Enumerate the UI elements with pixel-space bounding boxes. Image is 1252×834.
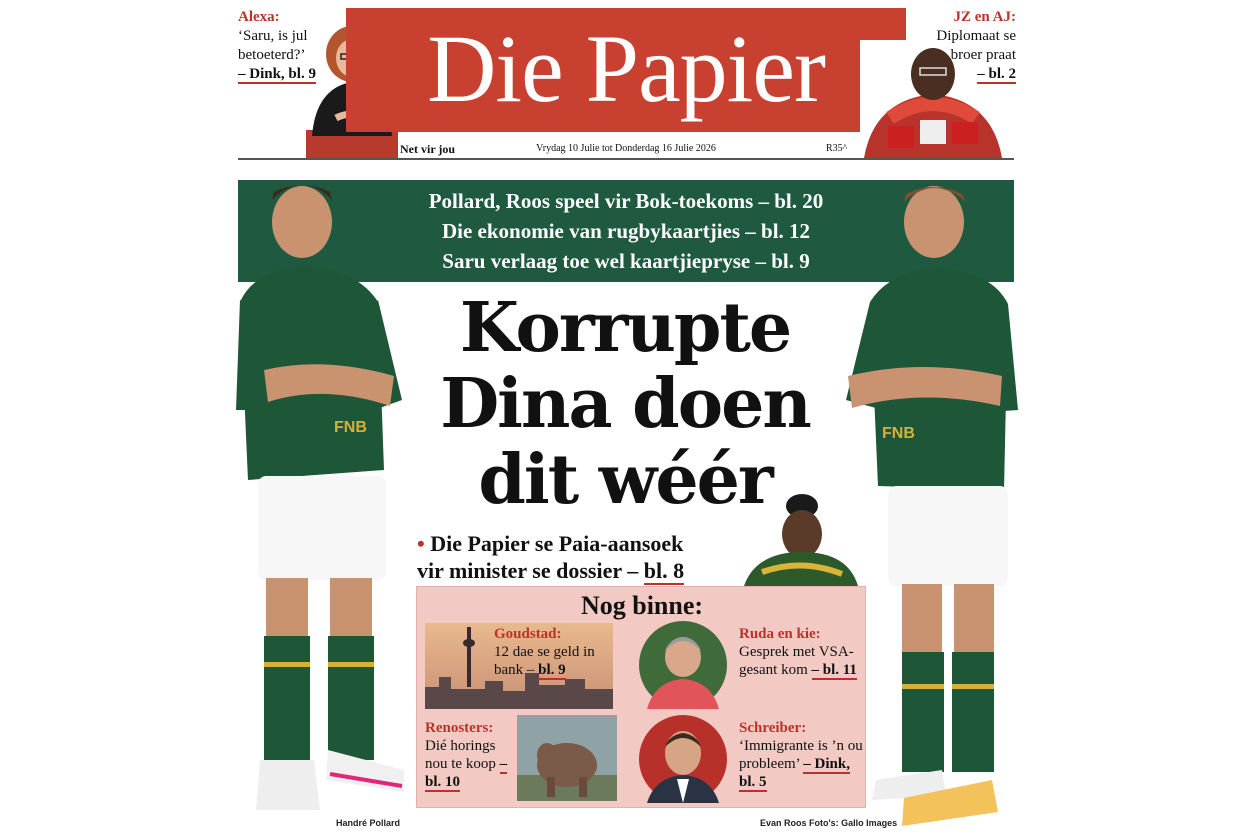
credit-pollard: Handré Pollard (336, 818, 401, 828)
lead-headline[interactable] (410, 290, 840, 518)
masthead-rule (238, 158, 1014, 160)
item-text: 12 dae se geld in bank – (494, 644, 595, 678)
teaser-link[interactable]: – Dink, bl. 9 (238, 66, 316, 82)
masthead-banner[interactable] (346, 8, 906, 132)
teaser-jz[interactable] (912, 8, 1016, 84)
subhead-line-2: vir minister se dossier – bl. 8 (417, 558, 685, 583)
item-kicker: Goudstad: (494, 626, 562, 642)
rugby-line-3[interactable]: Saru verlaag toe wel kaartjiepryse – bl. 9 (442, 249, 810, 273)
player-roos-photo (842, 180, 1020, 830)
credit-roos-photos: Evan Roos Foto's: Gallo Images (760, 818, 898, 828)
teaser-text: ‘Saru, is jul betoeterd?’ (238, 28, 308, 63)
item-link[interactable]: – Dink, bl. 5 (739, 756, 850, 790)
item-text: Dié horings nou te koop (425, 738, 496, 772)
inside-title: Nog binne: (580, 591, 704, 620)
newspaper-title: Die Papier (427, 15, 825, 122)
item-link[interactable]: bl. 9 (538, 662, 566, 678)
item-text: ‘Immigrante is ’n ou probleem’ (739, 738, 863, 772)
player-pollard-photo (234, 170, 414, 830)
slogan: Net vir jou (400, 142, 456, 156)
item-kicker: Schreiber: (739, 720, 807, 736)
item-kicker: Renosters: (425, 720, 494, 736)
item-link[interactable]: – bl. 10 (425, 756, 508, 790)
inside-item-schreiber[interactable] (739, 719, 863, 791)
masthead (0, 0, 1252, 162)
price: R35^ (826, 143, 848, 154)
minister-photo (742, 494, 860, 586)
teaser-kicker: JZ en AJ: (953, 9, 1016, 25)
item-text: Gesprek met VSA-gesant kom (739, 644, 854, 678)
headline-line-1: Korrupte (459, 288, 791, 368)
inside-item-goudstad[interactable] (494, 625, 612, 679)
ruda-photo (639, 621, 727, 709)
inside-item-ruda[interactable] (739, 625, 863, 679)
svg-text:FNB: FNB (334, 419, 367, 436)
headline-line-2: Dina doen (440, 364, 810, 444)
issue-date: Vrydag 10 Julie tot Donderdag 16 Julie 2026 (536, 143, 716, 154)
teaser-link[interactable]: – bl. 2 (977, 66, 1016, 82)
teaser-text: Diplomaat se broer praat (936, 28, 1016, 63)
subhead-page-link[interactable]: bl. 8 (643, 558, 685, 583)
inside-box (416, 586, 866, 808)
rugby-line-1[interactable]: Pollard, Roos speel vir Bok-toekoms – bl. 20 (428, 189, 824, 213)
schreiber-photo (639, 715, 727, 803)
subhead-line-1: • Die Papier se Paia-aansoek (417, 531, 684, 556)
dateline (238, 138, 1014, 158)
bullet-icon: • (417, 531, 425, 556)
headline-line-3: dit wéér (478, 440, 772, 520)
rhino-photo (517, 715, 617, 801)
item-kicker: Ruda en kie: (739, 626, 821, 642)
svg-text:FNB: FNB (882, 425, 915, 442)
lead-subhead[interactable] (417, 530, 747, 584)
rugby-line-2[interactable]: Die ekonomie van rugbykaartjies – bl. 12 (441, 219, 811, 243)
inside-item-renosters[interactable] (425, 719, 517, 791)
teaser-kicker: Alexa: (238, 9, 280, 25)
item-link[interactable]: – bl. 11 (811, 662, 857, 678)
